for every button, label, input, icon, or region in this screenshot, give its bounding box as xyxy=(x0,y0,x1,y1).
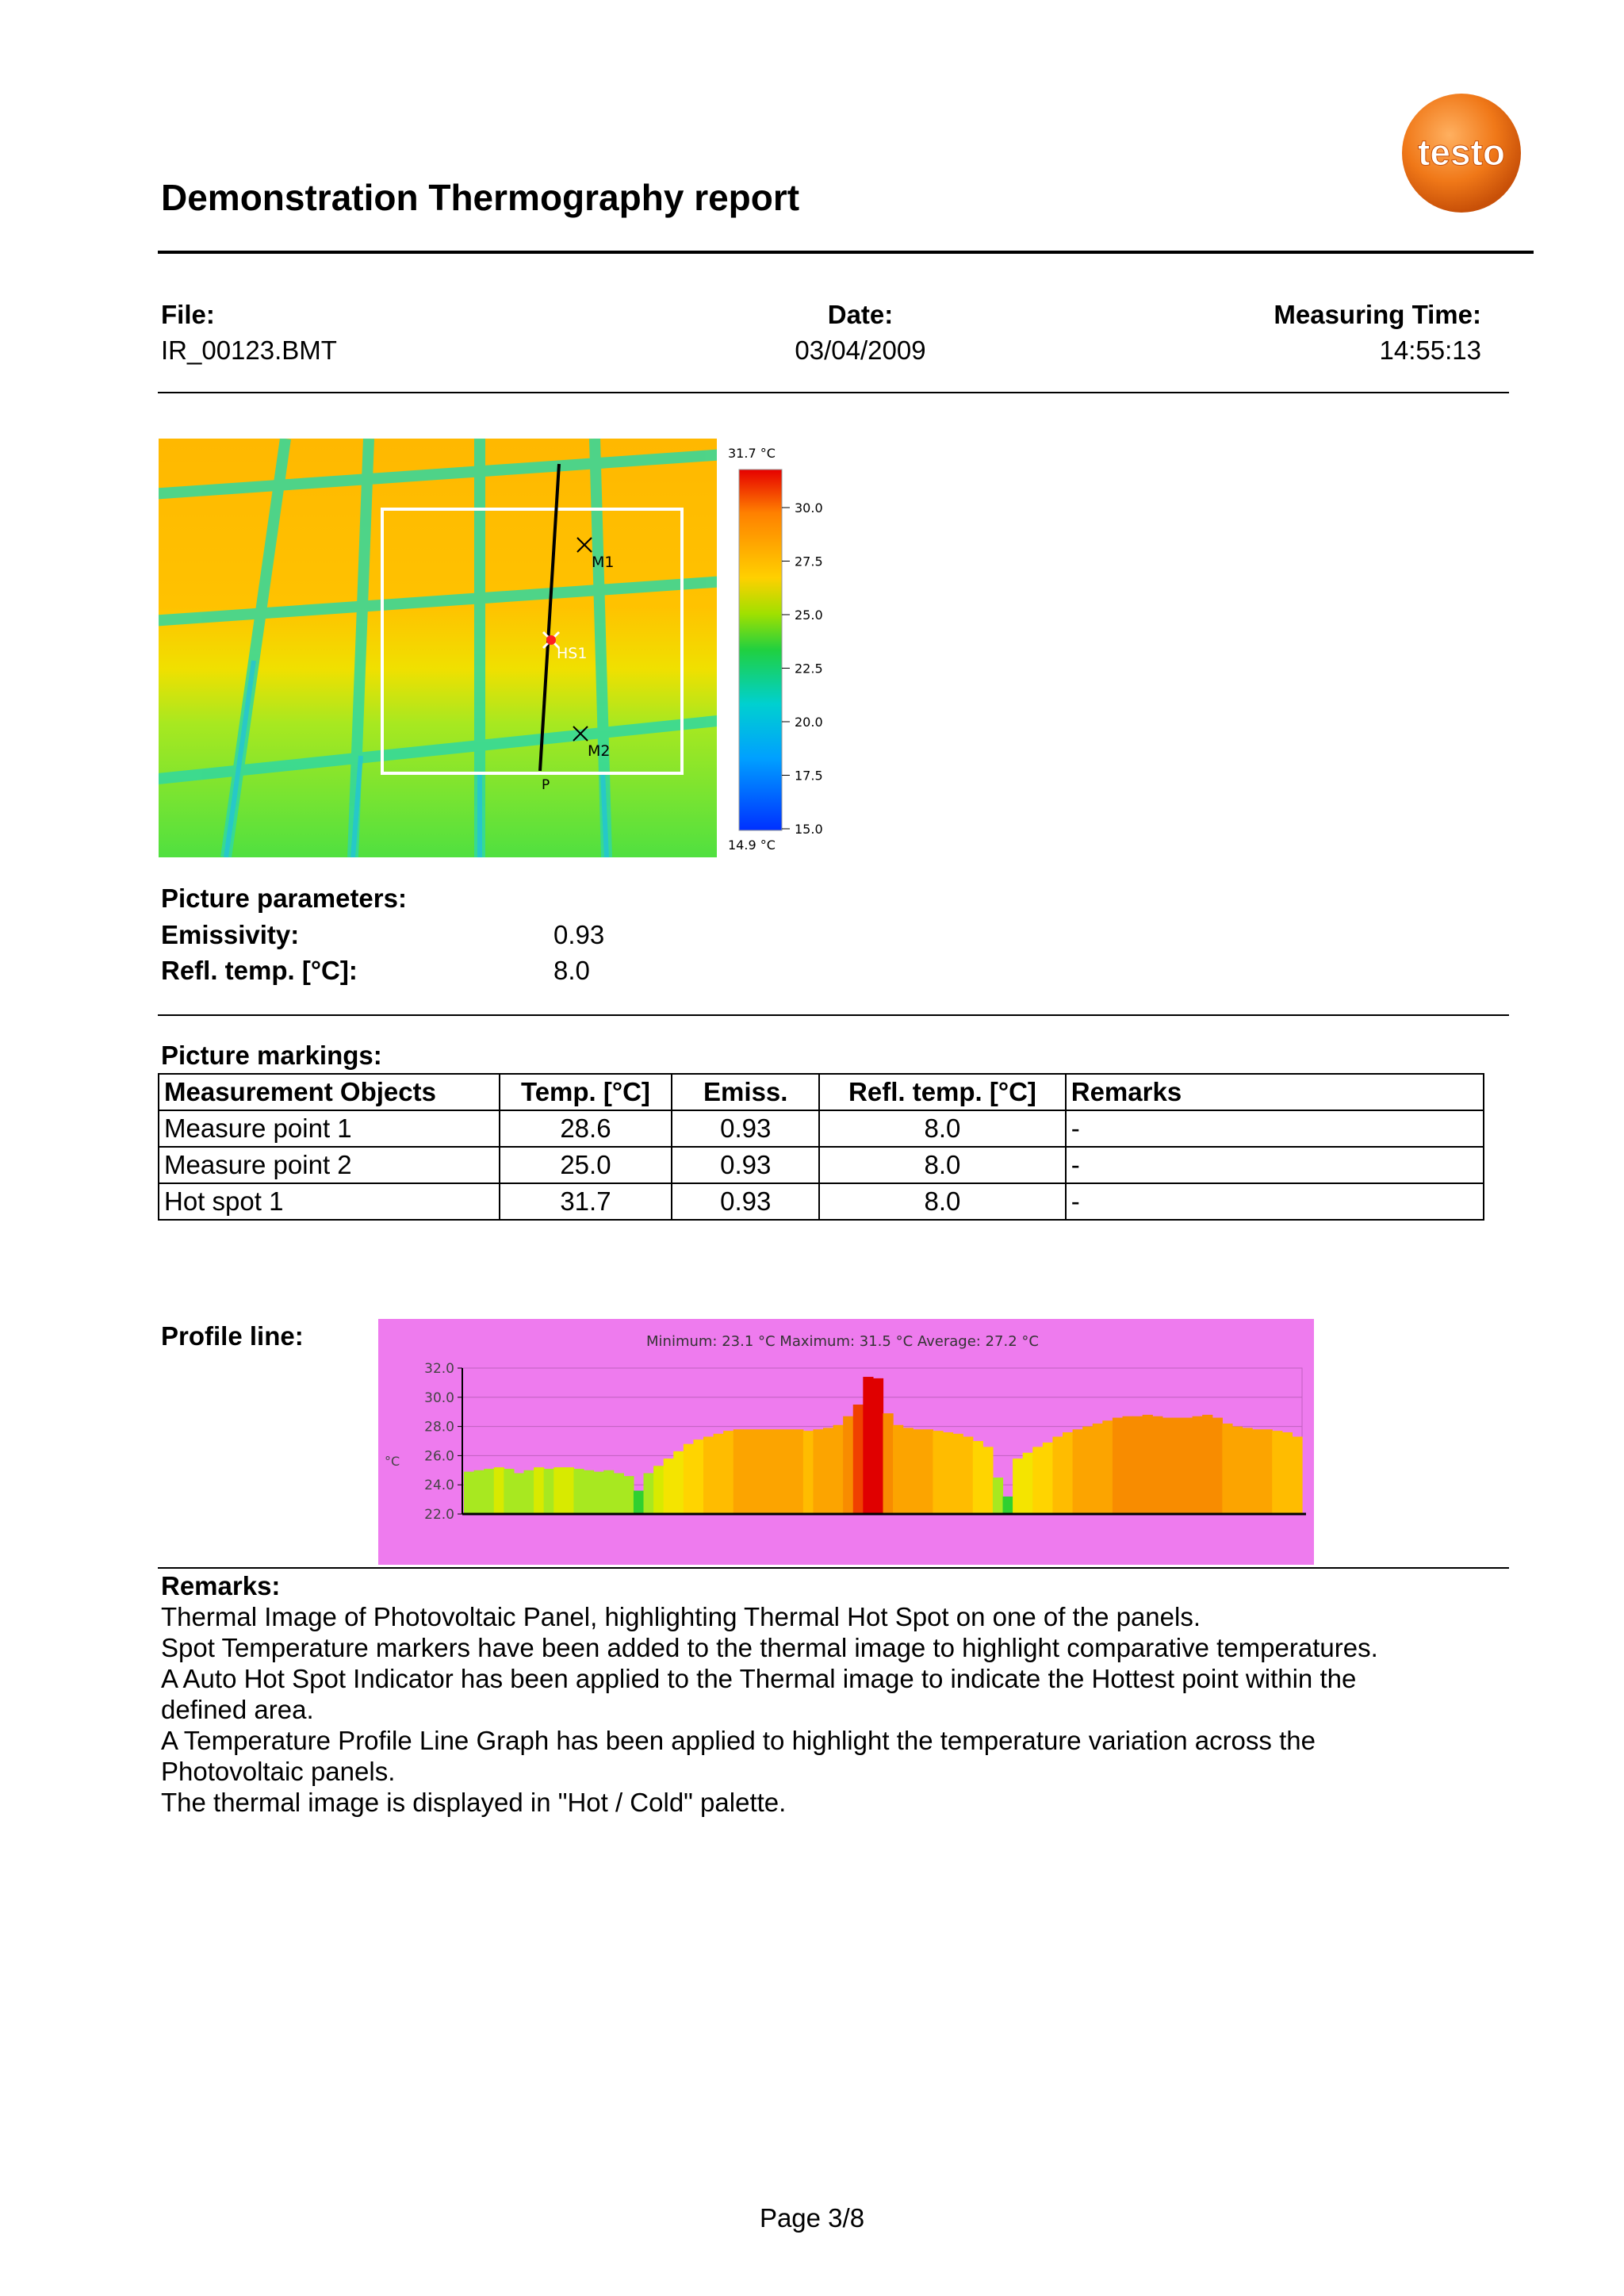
refl-temp-value: 8.0 xyxy=(553,956,590,985)
profile-bar xyxy=(1013,1458,1023,1514)
profile-bar xyxy=(1082,1427,1093,1514)
scale-tick-label: 15.0 xyxy=(795,822,823,837)
profile-bar xyxy=(534,1467,544,1514)
logo-text: testo xyxy=(1418,132,1505,173)
table-cell: Hot spot 1 xyxy=(159,1183,500,1220)
profile-bar xyxy=(993,1478,1003,1514)
remarks-line: A Auto Hot Spot Indicator has been applied to the Thermal image to indicate the Hottest point within the xyxy=(161,1664,1357,1693)
profile-bar xyxy=(1143,1415,1153,1514)
profile-bar xyxy=(893,1425,903,1514)
profile-bar xyxy=(544,1469,554,1514)
measuring-time-value: 14:55:13 xyxy=(1379,335,1481,365)
profile-bar xyxy=(863,1377,873,1514)
table-cell: 0.93 xyxy=(672,1183,819,1220)
profile-bar xyxy=(783,1429,794,1514)
profile-bar xyxy=(982,1447,993,1514)
profile-bar xyxy=(664,1458,674,1514)
profile-bar xyxy=(693,1439,703,1514)
info-rule xyxy=(158,392,1509,393)
profile-y-tick-label: 26.0 xyxy=(424,1448,454,1465)
remarks-heading: Remarks: xyxy=(161,1571,281,1600)
table-cell: Measure point 1 xyxy=(159,1110,500,1147)
profile-bar xyxy=(494,1467,504,1514)
measuring-time-label: Measuring Time: xyxy=(1274,300,1481,329)
profile-bar xyxy=(793,1429,803,1514)
profile-chart xyxy=(378,1319,1314,1565)
profile-bar xyxy=(673,1451,684,1514)
profile-bar xyxy=(764,1429,774,1514)
profile-bar xyxy=(594,1472,604,1514)
temperature-color-scale xyxy=(714,440,856,861)
table-cell: Measure point 2 xyxy=(159,1147,500,1183)
file-value: IR_00123.BMT xyxy=(161,335,337,365)
profile-bar xyxy=(753,1429,764,1514)
column-header: Emiss. xyxy=(672,1074,819,1110)
profile-bar xyxy=(1222,1424,1232,1514)
emissivity-value: 0.93 xyxy=(553,920,605,949)
profile-bar xyxy=(843,1416,853,1514)
table-cell: 31.7 xyxy=(500,1183,672,1220)
report-title: Demonstration Thermography report xyxy=(161,177,800,218)
table-cell: 28.6 xyxy=(500,1110,672,1147)
remarks-line: Spot Temperature markers have been added to the thermal image to highlight comparative temperatures. xyxy=(161,1633,1378,1662)
marker-m2: M2 xyxy=(588,742,611,760)
params-rule xyxy=(158,1014,1509,1016)
profile-bar xyxy=(903,1428,914,1514)
profile-bar xyxy=(1202,1415,1212,1514)
profile-bar xyxy=(464,1472,474,1514)
profile-bar xyxy=(1093,1424,1103,1514)
profile-bar xyxy=(1032,1447,1043,1514)
profile-bar xyxy=(1212,1418,1223,1514)
date-value: 03/04/2009 xyxy=(795,335,926,365)
profile-bar xyxy=(703,1436,714,1514)
table-cell: - xyxy=(1066,1183,1484,1220)
marker-m1: M1 xyxy=(592,554,615,571)
profile-bar xyxy=(1172,1418,1182,1514)
profile-bar xyxy=(524,1470,534,1514)
profile-bar xyxy=(853,1405,864,1514)
profile-bar xyxy=(913,1429,923,1514)
profile-y-tick-label: 24.0 xyxy=(424,1478,454,1494)
profile-bar xyxy=(953,1434,963,1514)
thermal-image xyxy=(159,439,717,857)
markings-table xyxy=(158,1073,1484,1221)
profile-bar xyxy=(813,1429,823,1514)
page-number: Page 3/8 xyxy=(759,2203,865,2233)
profile-bar xyxy=(733,1429,744,1514)
profile-bar xyxy=(823,1428,833,1514)
refl-temp-label: Refl. temp. [°C]: xyxy=(161,956,358,985)
profile-bar xyxy=(1063,1432,1073,1514)
profile-bar xyxy=(743,1429,753,1514)
table-cell: 25.0 xyxy=(500,1147,672,1183)
header-rule xyxy=(158,251,1534,254)
profile-bar xyxy=(1292,1436,1302,1514)
profile-y-tick-label: 28.0 xyxy=(424,1419,454,1435)
profile-y-tick-label: 32.0 xyxy=(424,1361,454,1377)
emissivity-label: Emissivity: xyxy=(161,920,300,949)
column-header: Remarks xyxy=(1066,1074,1484,1110)
profile-bar xyxy=(1073,1429,1083,1514)
remarks-line: The thermal image is displayed in "Hot / Cold" palette. xyxy=(161,1788,787,1817)
profile-bar xyxy=(933,1431,943,1514)
profile-stats: Minimum: 23.1 °C Maximum: 31.5 °C Average: 27.2 °C xyxy=(646,1333,1039,1350)
picture-parameters-heading: Picture parameters: xyxy=(161,884,407,913)
table-cell: 8.0 xyxy=(819,1183,1066,1220)
profile-bar xyxy=(1262,1429,1273,1514)
profile-bar xyxy=(634,1491,644,1514)
profile-bar xyxy=(573,1469,584,1514)
table-cell: - xyxy=(1066,1147,1484,1183)
profile-bar xyxy=(1023,1453,1033,1514)
profile-bar xyxy=(603,1470,614,1514)
scale-max-label: 31.7 °C xyxy=(728,446,776,461)
profile-bar xyxy=(504,1469,514,1514)
column-header: Refl. temp. [°C] xyxy=(819,1074,1066,1110)
table-cell: 8.0 xyxy=(819,1147,1066,1183)
file-label: File: xyxy=(161,300,215,329)
markings-header-row xyxy=(159,1074,1484,1110)
scale-tick-label: 17.5 xyxy=(795,768,823,784)
profile-bar xyxy=(1123,1416,1133,1514)
scale-tick-label: 25.0 xyxy=(795,608,823,623)
profile-unit-label: °C xyxy=(385,1454,400,1469)
profile-bar xyxy=(684,1444,694,1514)
profile-bar xyxy=(653,1466,664,1514)
profile-bar xyxy=(723,1431,733,1514)
profile-bar xyxy=(1152,1416,1162,1514)
profile-bar xyxy=(614,1473,624,1514)
profile-bar xyxy=(474,1470,485,1514)
date-label: Date: xyxy=(827,300,894,329)
column-header: Temp. [°C] xyxy=(500,1074,672,1110)
table-row xyxy=(159,1147,1484,1183)
profile-bar xyxy=(1052,1436,1063,1514)
profile-bar xyxy=(1162,1418,1173,1514)
remarks-line: Photovoltaic panels. xyxy=(161,1757,396,1786)
remarks-line: defined area. xyxy=(161,1695,314,1724)
profile-bar xyxy=(963,1436,973,1514)
table-cell: 8.0 xyxy=(819,1110,1066,1147)
marker-p: P xyxy=(542,777,550,793)
remarks-section xyxy=(161,1570,1509,1818)
profile-bar xyxy=(883,1413,894,1514)
profile-bar xyxy=(1272,1431,1282,1514)
table-cell: - xyxy=(1066,1110,1484,1147)
profile-bar xyxy=(584,1470,594,1514)
profile-line-label: Profile line: xyxy=(161,1321,304,1351)
profile-chart-panel xyxy=(378,1319,1314,1565)
profile-bar xyxy=(553,1467,564,1514)
scale-tick-label: 20.0 xyxy=(795,715,823,730)
scale-tick-label: 27.5 xyxy=(795,554,823,569)
profile-rule xyxy=(158,1567,1509,1569)
profile-bar xyxy=(1003,1497,1013,1514)
profile-bar xyxy=(484,1469,494,1514)
profile-bar xyxy=(1113,1418,1123,1514)
profile-bar xyxy=(1132,1416,1143,1514)
profile-bar xyxy=(714,1434,724,1514)
profile-bar xyxy=(1043,1443,1053,1514)
profile-bar xyxy=(623,1476,634,1514)
profile-bar xyxy=(1102,1420,1113,1514)
profile-bar xyxy=(773,1429,783,1514)
profile-bar xyxy=(803,1431,814,1514)
table-cell: 0.93 xyxy=(672,1147,819,1183)
profile-bar xyxy=(514,1473,524,1514)
scale-min-label: 14.9 °C xyxy=(728,838,776,853)
scale-tick-label: 30.0 xyxy=(795,500,823,516)
profile-bar xyxy=(873,1378,883,1514)
column-header: Measurement Objects xyxy=(159,1074,500,1110)
profile-bar xyxy=(943,1432,953,1514)
profile-bar xyxy=(833,1425,844,1514)
profile-bar xyxy=(923,1429,933,1514)
profile-bar xyxy=(644,1473,654,1514)
profile-bar xyxy=(1182,1418,1193,1514)
picture-markings-heading: Picture markings: xyxy=(161,1041,382,1070)
scale-tick-label: 22.5 xyxy=(795,661,823,677)
profile-bar xyxy=(1232,1427,1243,1514)
remarks-line: Thermal Image of Photovoltaic Panel, highlighting Thermal Hot Spot on one of the panels. xyxy=(161,1602,1201,1631)
table-row xyxy=(159,1183,1484,1220)
profile-bar xyxy=(1282,1432,1293,1514)
profile-y-tick-label: 22.0 xyxy=(424,1507,454,1523)
marker-hs1: HS1 xyxy=(557,645,588,662)
profile-bar xyxy=(564,1467,574,1514)
testo-logo xyxy=(1386,78,1537,228)
profile-bar xyxy=(1193,1416,1203,1514)
profile-bar xyxy=(1243,1428,1253,1514)
profile-bar xyxy=(973,1441,983,1514)
profile-y-tick-label: 30.0 xyxy=(424,1389,454,1406)
table-row xyxy=(159,1110,1484,1147)
remarks-line: A Temperature Profile Line Graph has been applied to highlight the temperature variation across the xyxy=(161,1726,1316,1755)
table-cell: 0.93 xyxy=(672,1110,819,1147)
profile-bar xyxy=(1252,1429,1262,1514)
